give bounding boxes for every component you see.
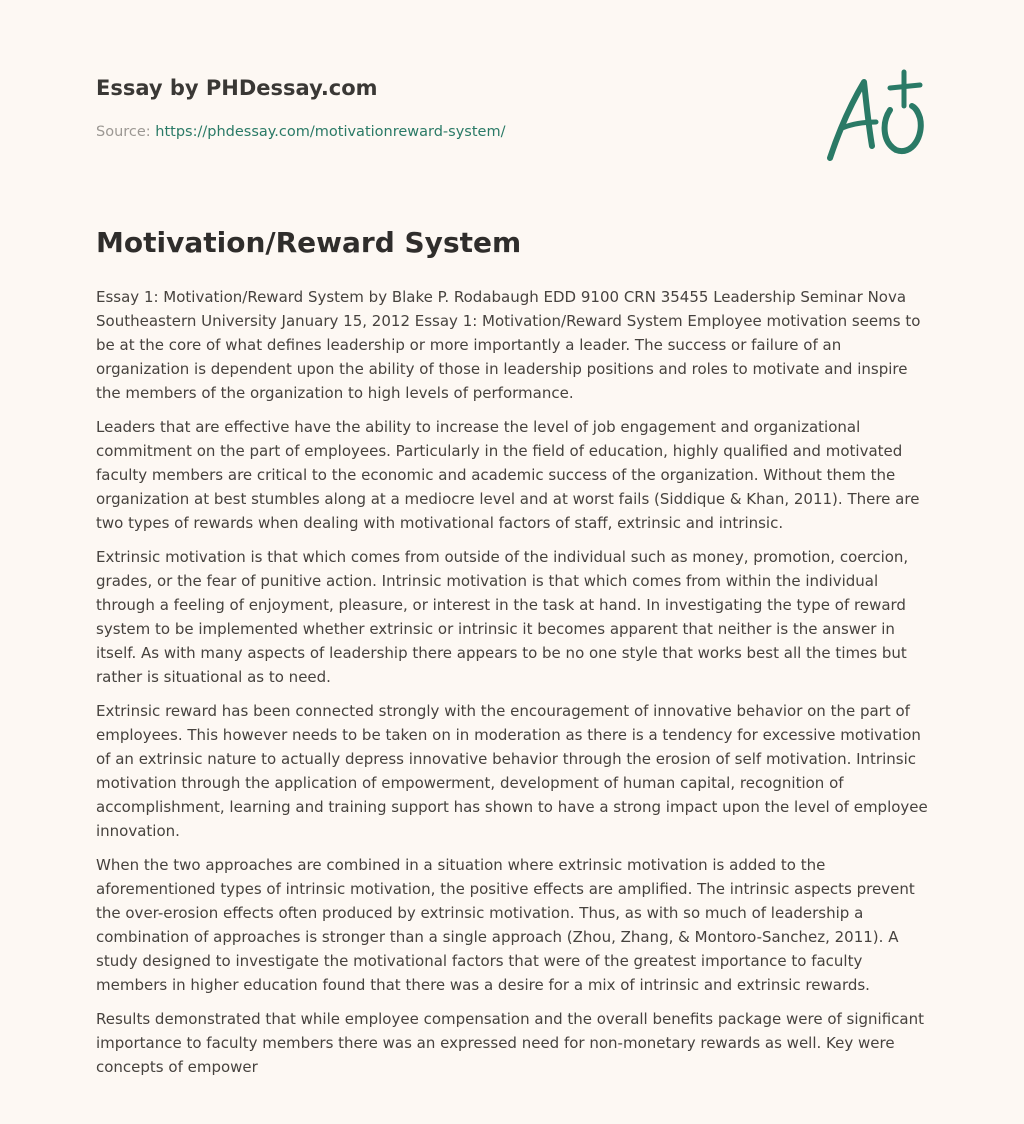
source-label: Source:	[96, 124, 151, 140]
essay-paragraph: Essay 1: Motivation/Reward System by Blake P. Rodabaugh EDD 9100 CRN 35455 Leadership Seminar Nova Southeastern University January 15, 2012 Essay 1: Motivation/Reward System Employee motivation seems to be at the core of what defines leadership or more importantly a leader. The success or failure of an organization is dependent upon the ability of those in leadership positions and roles to motivate and inspire the members of the organization to high levels of performance.	[96, 288, 921, 402]
source-line	[96, 125, 505, 140]
essay-paragraph: Extrinsic motivation is that which comes from outside of the individual such as money, promotion, coercion, grades, or the fear of punitive action. Intrinsic motivation is that which comes from within the individual through a feeling of enjoyment, pleasure, or interest in the task at hand. In investigating the type of reward system to be implemented whether extrinsic or intrinsic it becomes apparent that neither is the answer in itself. As with many aspects of leadership there appears to be no one style that works best all the times but rather is situational as to need.	[96, 548, 909, 686]
site-brand: Essay by PHDessay.com	[96, 76, 378, 100]
essay-title: Motivation/Reward System	[96, 226, 522, 259]
a-plus-logo-icon	[818, 66, 928, 166]
essay-paragraph: Extrinsic reward has been connected strongly with the encouragement of innovative behavior on the part of employees. This however needs to be taken on in moderation as there is a tendency for excessive motivation of an extrinsic nature to actually depress innovative behavior through the erosion of self motivation. Intrinsic motivation through the application of empowerment, development of human capital, recognition of accomplishment, learning and training support has shown to have a strong impact upon the level of employee innovation.	[96, 702, 928, 840]
essay-paragraph: Leaders that are effective have the ability to increase the level of job engagement and organizational commitment on the part of employees. Particularly in the field of education, highly qualified and motivated faculty members are critical to the economic and academic success of the organization. Without them the organization at best stumbles along at a mediocre level and at worst fails (Siddique & Khan, 2011). There are two types of rewards when dealing with motivational factors of staff, extrinsic and intrinsic.	[96, 418, 920, 532]
source-link[interactable]: https://phdessay.com/motivationreward-system/	[155, 124, 506, 140]
essay-body	[96, 285, 928, 1089]
essay-paragraph: When the two approaches are combined in a situation where extrinsic motivation is added to the aforementioned types of intrinsic motivation, the positive effects are amplified. The intrinsic aspects prevent the over-erosion effects often produced by extrinsic motivation. Thus, as with so much of leadership a combination of approaches is stronger than a single approach (Zhou, Zhang, & Montoro-Sanchez, 2011). A study designed to investigate the motivational factors that were of the greatest importance to faculty members in higher education found that there was a desire for a mix of intrinsic and extrinsic rewards.	[96, 856, 915, 994]
essay-paragraph: Results demonstrated that while employee compensation and the overall benefits package were of significant importance to faculty members there was an expressed need for non-monetary rewards as well. Key were concepts of empower	[96, 1010, 924, 1076]
